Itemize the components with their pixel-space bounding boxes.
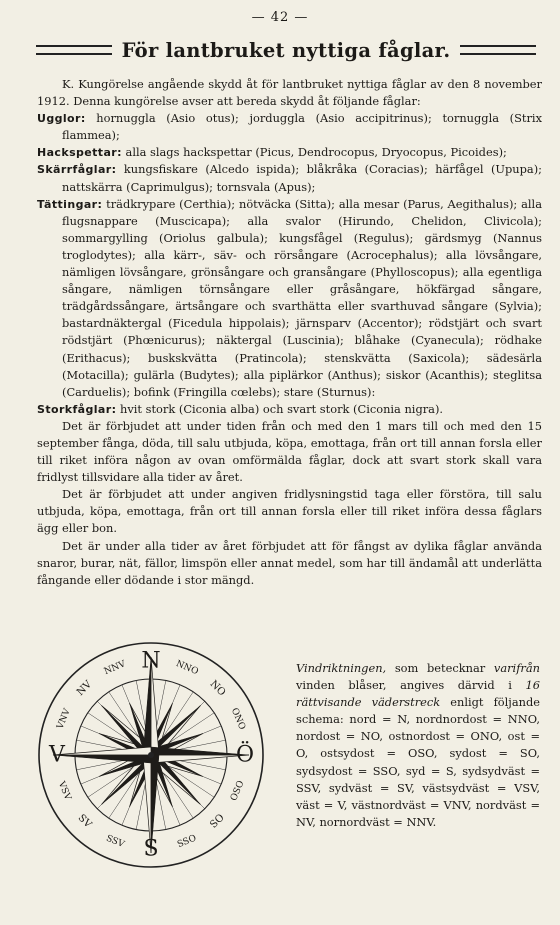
legend-text-1: som betecknar (386, 661, 494, 675)
page-number: — 42 — (251, 10, 309, 25)
compass-rose-graphic (36, 640, 266, 870)
group-text: kungsfiskare (Alcedo ispida); blåkråka (Coracias); härfågel (Upupa); nattskärra (Caprimulgus); tornsvala (Apus); (62, 162, 542, 194)
compass-label-secondary: ONO (228, 706, 247, 732)
compass-cardinal-point-light (53, 747, 151, 755)
group-label: Ugglor: (37, 112, 86, 126)
compass-label-cardinal: Ö (235, 742, 255, 768)
group-label: Tättingar: (37, 197, 103, 211)
paragraph-1: Det är förbjudet att under tiden från och med den 1 mars till och med den 15 september fånga, döda, till salu utbjuda, köpa, emottaga, från ort till annan forsla eller till riket införa någon av ovan omförmälda fåglar, dock att svart stork skall vara fridlyst tillsvidare alla tider av året. (37, 418, 542, 485)
legend-em-1: varifrån (493, 661, 540, 675)
compass-label-intercardinal: NO (207, 678, 228, 699)
compass-cardinal-point-light (151, 755, 249, 763)
compass-center (148, 752, 154, 758)
legend-text (296, 660, 540, 831)
compass-label-secondary: NNV (102, 659, 128, 678)
document-body (37, 76, 542, 589)
compass-rose (36, 640, 266, 870)
compass-label-secondary: OSO (229, 779, 247, 803)
paragraph-2: Det är förbjudet att under angiven fridlysningstid taga eller förstöra, till salu utbjuda, köpa, emottaga, från ort till annan forsla eller till riket införa dessa fåglars ägg eller bon. (37, 487, 542, 536)
paragraph-3: Det är under alla tider av året förbjudet att för fångst av dylika fåglar använda snaror, burar, nät, fällor, limspön eller annat medel, som har till ändamål att underlätta fångande eller dödande i stor mängd. (37, 538, 542, 587)
group-text: hvit stork (Ciconia alba) och svart stork (Ciconia nigra). (116, 401, 444, 416)
group-tattingar (37, 196, 542, 401)
page-title: För lantbruket nyttiga fåglar. (121, 38, 451, 62)
compass-label-intercardinal: SV (75, 812, 94, 831)
group-hackspettar (37, 144, 542, 161)
group-label: Skärrfåglar: (37, 163, 117, 177)
group-text: alla slags hackspettar (Picus, Dendrocopus, Dryocopus, Picoides); (121, 145, 507, 160)
compass-label-cardinal: S (143, 836, 159, 862)
group-text: hornuggla (Asio otus); jorduggla (Asio accipitrinus); tornuggla (Strix flammea); (62, 111, 542, 143)
title-rule-right (460, 45, 536, 55)
compass-label-secondary: SSV (104, 833, 126, 851)
compass-label-cardinal: N (141, 648, 161, 674)
compass-cardinal-point-dark (151, 747, 249, 755)
legend-text-3: enligt följande schema: nord = N, nordnordost = NNO, nordost = NO, ostnordost = ONO, ost = O, ostsydost = OSO, sydost = SO, sydsydost = SSO, syd = S, sydsydväst = SSV, sydväst = SV, västsydväst = VSV, väst = V, västnordväst = VNV, nordväst = NV, nornordväst = NNV. (296, 695, 540, 829)
group-ugglor (37, 110, 542, 144)
group-storkfaglar (37, 401, 542, 418)
title-rule-left (36, 45, 112, 55)
legend-em-2: 16 rättvisande väderstreck (296, 678, 540, 710)
group-skarrfaglar (37, 161, 542, 195)
compass-label-intercardinal: NV (74, 678, 95, 699)
compass-label-secondary: VSV (55, 780, 73, 802)
compass-label-cardinal: V (49, 742, 65, 768)
wind-direction-legend (296, 660, 540, 831)
compass-label-intercardinal: SO (208, 812, 227, 831)
compass-label-secondary: NNO (174, 659, 200, 678)
group-label: Hackspettar: (37, 146, 122, 160)
title-row (36, 36, 536, 64)
group-text: trädkrypare (Certhia); nötväcka (Sitta); alla mesar (Parus, Aegithalus); alla flugsnappare (Muscicapa); alla svalor (Hirundo, Chelidon, Clivicola); sommargylling (Oriolus galbula); kungsfågel (Regulus); gärdsmyg (Nannus troglodytes); alla kärr-, säv- och rörsångare (Acrocephalus); alla lövsångare, nämligen lövsångare, grönsångare och gransångare (Phylloscopus); alla egentliga sångare, nämligen törnsångare eller gråsångare, hökfärgad sångare, trädgårdssångare, ärtsångare och svarthätta eller svarthuvad sångare (Sylvia); bastardnäktergal (Ficedula hippolais); järnsparv (Accentor); rödstjärt och svart rödstjärt (Phœnicurus); näktergal (Luscinia); blåhake (Cyanecula); rödhake (Erithacus); buskskvätta (Pratincola); stenskvätta (Saxicola); sädesärla (Motacilla); gulärla (Budytes); alla piplärkor (Anthus); siskor (Acanthis); steglitsa (Carduelis); bofink (Fringilla cœlebs); stare (Sturnus): (62, 196, 542, 399)
legend-term: Vindriktningen, (296, 661, 387, 675)
compass-cardinal-point-dark (53, 755, 151, 763)
legend-text-2: vinden blåser, angives därvid i (296, 678, 526, 693)
intro-paragraph: K. Kungörelse angående skydd åt för lantbruket nyttiga fåglar av den 8 november 1912. Denna kungörelse avser att bereda skydd åt följande fåglar: (37, 77, 542, 109)
compass-label-secondary: SSO (176, 833, 198, 851)
compass-label-secondary: VNV (55, 707, 73, 731)
group-label: Storkfåglar: (37, 402, 117, 416)
